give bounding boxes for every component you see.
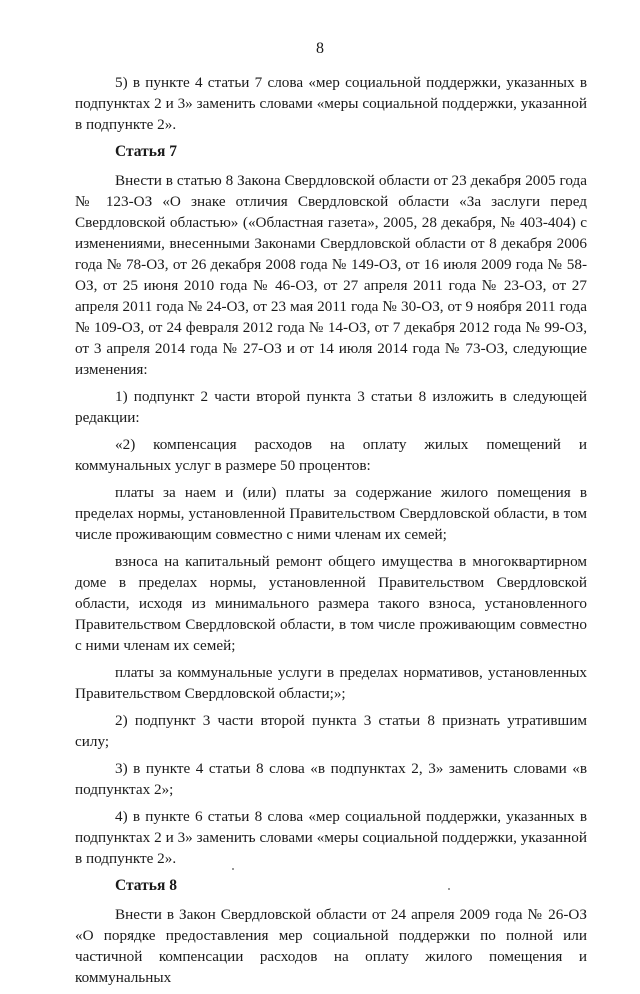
paragraph: Внести в статью 8 Закона Свердловской области от 23 декабря 2005 года № 123-ОЗ «О знаке отличия Свердловской области «За заслуги перед Свердловской областью» («Областная газета», 2005, 28 декабря, № 403-404) с изменениями, внесенными Законами Свердловской области от 8 декабря 2006 года № 78-ОЗ, от 26 декабря 2008 года № 149-ОЗ, от 16 июля 2009 года № 58-ОЗ, от 25 июня 2010 года № 46-ОЗ, от 27 апреля 2011 года № 23-ОЗ, от 27 апреля 2011 года № 24-ОЗ, от 23 мая 2011 года № 30-ОЗ, от 9 ноября 2011 года № 109-ОЗ, от 24 февраля 2012 года № 14-ОЗ, от 7 декабря 2012 года № 99-ОЗ, от 3 апреля 2014 года № 27-ОЗ и от 14 июля 2014 года № 73-ОЗ, следующие изменения: [75, 172, 587, 378]
paragraph: 1) подпункт 2 части второй пункта 3 статьи 8 изложить в следующей редакции: [75, 388, 587, 426]
document-body [75, 72, 587, 994]
page-number: 8 [316, 40, 324, 57]
paragraph: платы за коммунальные услуги в пределах нормативов, установленных Правительством Свердловской области;»; [75, 664, 587, 702]
scan-artifact [232, 868, 234, 870]
paragraph: 4) в пункте 6 статьи 8 слова «мер социальной поддержки, указанных в подпунктах 2 и 3» заменить словами «меры социальной поддержки, указанной в подпункте 2». [75, 808, 587, 867]
paragraph: Внести в Закон Свердловской области от 24 апреля 2009 года № 26-ОЗ «О порядке предоставления мер социальной поддержки по полной или частичной компенсации расходов на оплату жилого помещения и коммунальных [75, 906, 587, 986]
paragraph: взноса на капитальный ремонт общего имущества в многоквартирном доме в пределах нормы, установленной Правительством Свердловской области, исходя из минимального размера такого взноса, установленного Правительством Свердловской области, в том числе проживающим совместно с ними членам их семей; [75, 553, 587, 654]
paragraph: «2) компенсация расходов на оплату жилых помещений и коммунальных услуг в размере 50 процентов: [75, 436, 587, 474]
paragraph: 5) в пункте 4 статьи 7 слова «мер социальной поддержки, указанных в подпунктах 2 и 3» заменить словами «меры социальной поддержки, указанной в подпункте 2». [75, 74, 587, 133]
article-heading: Статья 8 [115, 877, 177, 894]
article-heading: Статья 7 [115, 143, 177, 160]
paragraph: 2) подпункт 3 части второй пункта 3 статьи 8 признать утратившим силу; [75, 712, 587, 750]
paragraph: платы за наем и (или) платы за содержание жилого помещения в пределах нормы, установленной Правительством Свердловской области, в том числе проживающим совместно с ними членам их семей; [75, 484, 587, 543]
paragraph: 3) в пункте 4 статьи 8 слова «в подпунктах 2, 3» заменить словами «в подпунктах 2»; [75, 760, 587, 798]
scan-artifact [448, 888, 450, 890]
